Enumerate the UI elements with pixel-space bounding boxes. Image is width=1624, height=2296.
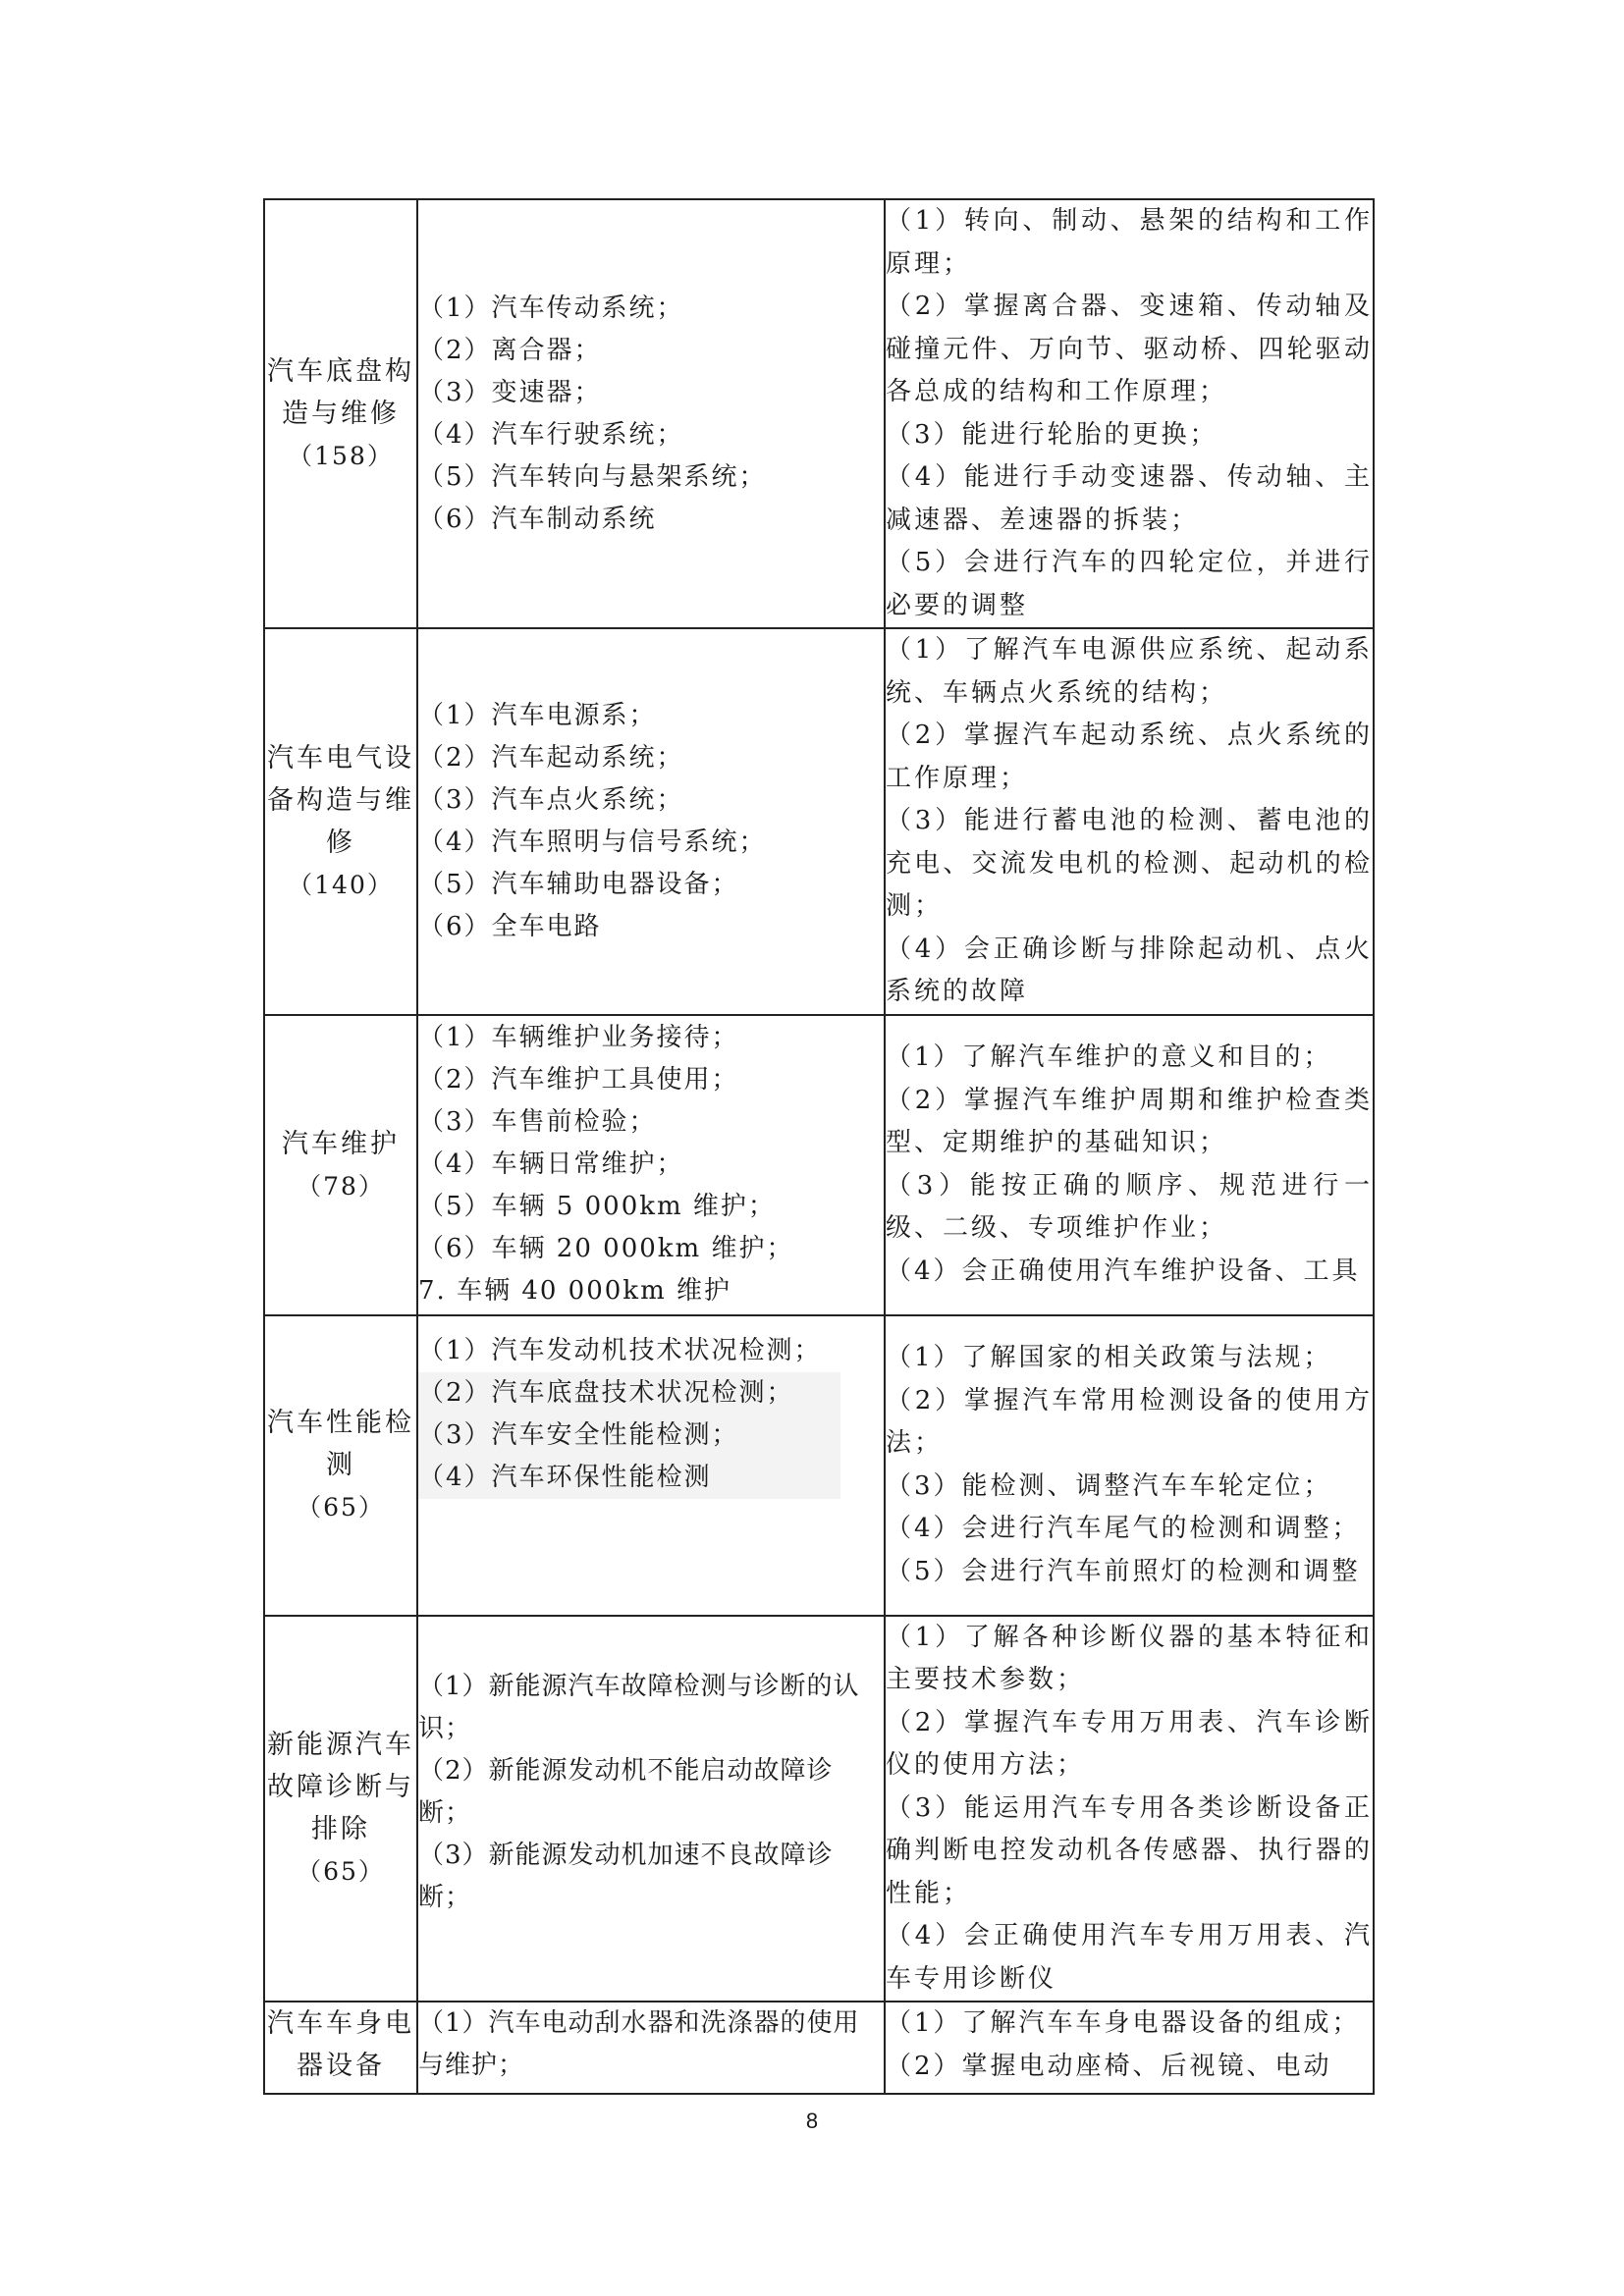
- requirement-item: （2）掌握汽车专用万用表、汽车诊断仪的使用方法；: [886, 1707, 1373, 1780]
- course-name: 汽车底盘构造与维修: [267, 356, 414, 429]
- course-content-cell: [417, 1616, 885, 2002]
- course-name-cell: [264, 2002, 417, 2094]
- table-row: [264, 628, 1374, 1015]
- requirement-item: （1）了解汽车电源供应系统、起动系统、车辆点火系统的结构；: [886, 635, 1373, 708]
- requirement-item: （3）能检测、调整汽车车轮定位；: [886, 1470, 1332, 1501]
- course-name-cell: [264, 199, 417, 628]
- course-hours: （65）: [297, 1857, 385, 1887]
- requirement-item: （2）掌握电动座椅、后视镜、电动: [886, 2051, 1332, 2081]
- course-requirements-cell: [885, 1616, 1374, 2002]
- requirement-item: （4）会正确诊断与排除起动机、点火系统的故障: [886, 934, 1373, 1006]
- content-item: （3）汽车点火系统；: [418, 784, 684, 815]
- course-name: 汽车维护: [282, 1128, 400, 1159]
- page-number: 8: [805, 2109, 819, 2133]
- course-name: 汽车电气设备构造与维修: [267, 742, 414, 858]
- requirement-item: （3）能进行轮胎的更换；: [886, 419, 1218, 450]
- course-name-cell: [264, 1616, 417, 2002]
- requirement-item: （1）了解各种诊断仪器的基本特征和主要技术参数；: [886, 1622, 1373, 1694]
- table-row: [264, 1015, 1374, 1315]
- course-requirements-cell: [885, 2002, 1374, 2094]
- course-hours: （158）: [288, 442, 394, 470]
- content-item: （2）新能源发动机不能启动故障诊断；: [418, 1755, 834, 1828]
- content-item: （3）汽车安全性能检测；: [418, 1415, 840, 1457]
- requirement-item: （2）掌握汽车起动系统、点火系统的工作原理；: [886, 721, 1373, 793]
- content-item: （1）车辆维护业务接待；: [418, 1023, 739, 1052]
- course-requirements-cell: [885, 628, 1374, 1015]
- content-item: （4）汽车照明与信号系统；: [418, 827, 767, 857]
- requirement-item: （2）掌握汽车常用检测设备的使用方法；: [886, 1385, 1373, 1458]
- requirement-item: （4）能进行手动变速器、传动轴、主减速器、差速器的拆装；: [886, 462, 1373, 535]
- requirement-item: （5）会进行汽车前照灯的检测和调整: [886, 1556, 1361, 1586]
- requirement-item: （1）转向、制动、悬架的结构和工作原理；: [886, 206, 1373, 279]
- content-item: （3）变速器；: [418, 377, 602, 407]
- requirement-item: （1）了解国家的相关政策与法规；: [886, 1343, 1332, 1372]
- course-hours: （78）: [297, 1171, 385, 1201]
- curriculum-table: [263, 198, 1375, 2095]
- course-name-cell: [264, 1315, 417, 1616]
- content-item: （1）汽车发动机技术状况检测；: [418, 1335, 822, 1365]
- content-item: （1）汽车传动系统；: [418, 293, 684, 323]
- content-item: （2）汽车底盘技术状况检测；: [418, 1372, 840, 1415]
- course-content-cell: [417, 199, 885, 628]
- requirement-item: （4）会正确使用汽车维护设备、工具: [886, 1255, 1361, 1286]
- content-item: （4）汽车行驶系统；: [418, 419, 684, 450]
- content-item: （5）汽车转向与悬架系统；: [418, 461, 767, 492]
- table-row: [264, 199, 1374, 628]
- content-item: （4）汽车环保性能检测: [418, 1457, 840, 1499]
- content-item: （6）全车电路: [418, 911, 602, 941]
- table-row: [264, 2002, 1374, 2094]
- content-item: （1）新能源汽车故障检测与诊断的认识；: [418, 1671, 860, 1743]
- content-item: （2）汽车起动系统；: [418, 742, 684, 773]
- content-item: （3）车售前检验；: [418, 1107, 657, 1137]
- content-item: （6）汽车制动系统: [418, 504, 657, 534]
- table-row: [264, 1315, 1374, 1616]
- course-content-cell: [417, 628, 885, 1015]
- content-item: （2）汽车维护工具使用；: [418, 1065, 739, 1095]
- course-requirements-cell: [885, 199, 1374, 628]
- requirement-item: （3）能运用汽车专用各类诊断设备正确判断电控发动机各传感器、执行器的性能；: [886, 1792, 1373, 1908]
- requirement-item: （3）能按正确的顺序、规范进行一级、二级、专项维护作业；: [886, 1170, 1373, 1243]
- content-item: （2）离合器；: [418, 335, 602, 365]
- course-name-cell: [264, 1015, 417, 1315]
- content-item: （4）车辆日常维护；: [418, 1149, 684, 1179]
- content-item: （1）汽车电动刮水器和洗涤器的使用与维护；: [418, 2008, 860, 2080]
- requirement-item: （2）掌握离合器、变速箱、传动轴及碰撞元件、万向节、驱动桥、四轮驱动各总成的结构和工作原理；: [886, 292, 1373, 406]
- requirement-item: （2）掌握汽车维护周期和维护检查类型、定期维护的基础知识；: [886, 1085, 1373, 1157]
- requirement-item: （1）了解汽车车身电器设备的组成；: [886, 2008, 1361, 2038]
- course-content-cell: [417, 2002, 885, 2094]
- course-name: 汽车性能检测: [267, 1408, 414, 1480]
- course-name: 新能源汽车故障诊断与排除: [267, 1730, 414, 1845]
- course-content-cell: [417, 1015, 885, 1315]
- course-name-cell: [264, 628, 417, 1015]
- course-content-cell: [417, 1315, 885, 1616]
- course-hours: （140）: [288, 870, 394, 899]
- table-row: [264, 1616, 1374, 2002]
- course-name: 汽车车身电器设备: [267, 2008, 414, 2081]
- content-item: （6）车辆 20 000km 维护；: [418, 1234, 794, 1263]
- content-item: （1）汽车电源系；: [418, 700, 657, 730]
- requirement-item: （1）了解汽车维护的意义和目的；: [886, 1042, 1332, 1072]
- course-hours: （65）: [297, 1493, 385, 1522]
- requirement-item: （5）会进行汽车的四轮定位，并进行必要的调整: [886, 548, 1373, 620]
- content-item: 7. 车辆 40 000km 维护: [418, 1276, 731, 1306]
- requirement-item: （4）会进行汽车尾气的检测和调整；: [886, 1514, 1361, 1543]
- content-item: （5）车辆 5 000km 维护；: [418, 1192, 776, 1221]
- course-requirements-cell: [885, 1315, 1374, 1616]
- requirement-item: （4）会正确使用汽车专用万用表、汽车专用诊断仪: [886, 1921, 1373, 1994]
- content-item: （3）新能源发动机加速不良故障诊断；: [418, 1840, 834, 1912]
- course-requirements-cell: [885, 1015, 1374, 1315]
- content-item: （5）汽车辅助电器设备；: [418, 869, 739, 899]
- requirement-item: （3）能进行蓄电池的检测、蓄电池的充电、交流发电机的检测、起动机的检测；: [886, 806, 1373, 921]
